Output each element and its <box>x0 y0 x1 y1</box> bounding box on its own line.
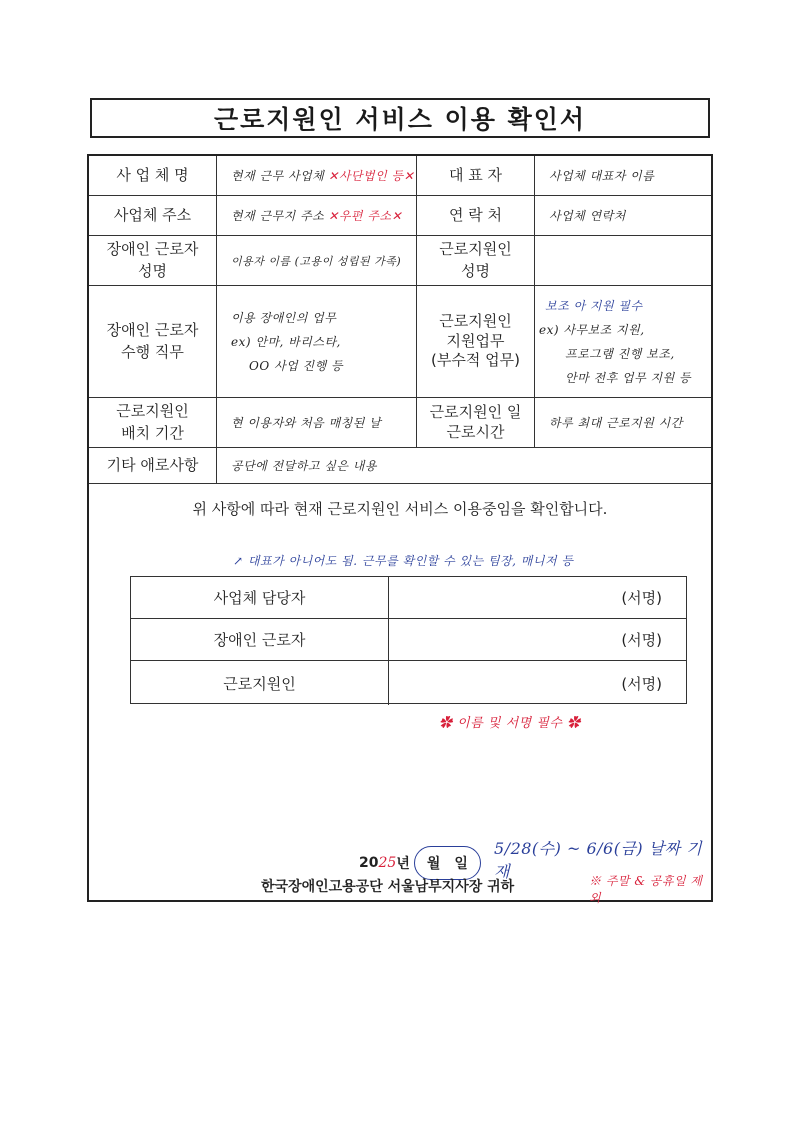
representative-text: 사업체 대표자 이름 <box>549 169 655 183</box>
label-placement <box>89 398 217 448</box>
label-other: 기타 애로사항 <box>89 448 217 484</box>
form-frame <box>87 154 713 905</box>
placement-label-2: 배치 기간 <box>121 423 184 442</box>
label-company-name: 사 업 체 명 <box>89 156 217 196</box>
support-work-label-1: 근로지원인 <box>439 312 512 331</box>
representative-note-text: 대표가 아니어도 됨. 근무를 확인할 수 있는 팀장, 매니저 등 <box>247 554 574 568</box>
support-work-line-2: 프로그램 진행 보조, <box>565 346 675 361</box>
value-assistant-name <box>535 236 711 286</box>
placement-label-1: 근로지원인 <box>116 401 189 420</box>
company-name-red-note: ✕사단법인 등✕ <box>328 169 415 183</box>
date-month-day-oval <box>414 846 481 880</box>
company-address-text: 현재 근무지 주소 <box>231 209 325 223</box>
label-work-hours <box>417 398 535 448</box>
support-work-label-3: (부수적 업무) <box>431 351 520 370</box>
work-hours-label-2: 근로시간 <box>446 422 505 441</box>
date-year-suffix: 년 <box>396 856 410 872</box>
support-work-blue-note: 보조 아 지원 필수 <box>545 298 643 313</box>
signature-label-assistant: 근로지원인 <box>131 661 389 705</box>
addressee: 한국장애인고용공단 서울남부지사장 귀하 <box>261 879 515 895</box>
label-worker-name <box>89 236 217 286</box>
value-company-name <box>217 156 417 196</box>
signature-table <box>130 576 687 704</box>
date-day: 일 <box>454 856 468 872</box>
label-contact: 연 락 처 <box>417 196 535 236</box>
value-worker-name <box>217 236 417 286</box>
representative-note <box>233 552 573 569</box>
value-contact <box>535 196 711 236</box>
company-address-red-note: ✕우편 주소✕ <box>328 209 403 223</box>
work-hours-text: 하루 최대 근로지원 시간 <box>549 416 683 430</box>
label-assistant-name <box>417 236 535 286</box>
contact-text: 사업체 연락처 <box>549 209 626 223</box>
label-company-address: 사업체 주소 <box>89 196 217 236</box>
work-hours-label-1: 근로지원인 일 <box>429 403 522 421</box>
signature-mark-worker: (서명) <box>621 631 662 649</box>
arrow-icon: ↗ <box>233 554 244 568</box>
weekend-holiday-note: ※ 주말 & 공휴일 제외 <box>589 874 703 905</box>
support-work-label-2: 지원업무 <box>446 331 505 350</box>
placement-text: 현 이용자와 처음 매칭된 날 <box>231 416 382 430</box>
value-duties <box>217 286 417 398</box>
date-range-note: 5/28(수) ~ 6/6(금) 날짜 기재 <box>494 839 703 881</box>
duties-label-1: 장애인 근로자 <box>106 320 199 339</box>
date-year-prefix: 20 <box>359 855 379 871</box>
value-other <box>217 448 711 484</box>
value-support-work <box>535 286 711 398</box>
assistant-name-label-2: 성명 <box>461 261 490 280</box>
value-placement <box>217 398 417 448</box>
label-representative: 대 표 자 <box>417 156 535 196</box>
signature-row-assistant <box>131 661 686 705</box>
date-line <box>359 846 485 880</box>
worker-name-text: 이용자 이름 (고용이 성립된 가족) <box>231 254 402 268</box>
worker-name-label-2: 성명 <box>138 261 167 280</box>
signature-row-worker <box>131 619 686 661</box>
worker-name-label-1: 장애인 근로자 <box>106 239 199 258</box>
signature-required-note: ✿ 이름 및 서명 필수 ✿ <box>439 716 581 731</box>
assistant-name-label-1: 근로지원인 <box>439 239 512 258</box>
document-title: 근로지원인 서비스 이용 확인서 <box>90 98 710 138</box>
value-representative <box>535 156 711 196</box>
support-work-line-1: ex) 사무보조 지원, <box>539 322 645 337</box>
signature-label-company: 사업체 담당자 <box>131 577 389 618</box>
company-name-text: 현재 근무 사업체 <box>231 169 325 183</box>
label-duties <box>89 286 217 398</box>
signature-mark-assistant: (서명) <box>621 674 662 693</box>
support-work-line-3: 안마 전후 업무 지원 등 <box>565 370 692 385</box>
signature-label-worker: 장애인 근로자 <box>131 619 389 660</box>
date-month: 월 <box>426 856 441 872</box>
value-work-hours <box>535 398 711 448</box>
date-year-hand: 25 <box>378 855 397 871</box>
duties-label-2: 수행 직무 <box>121 342 184 361</box>
other-text: 공단에 전달하고 싶은 내용 <box>231 459 377 473</box>
label-support-work <box>417 286 535 398</box>
confirm-statement: 위 사항에 따라 현재 근로지원인 서비스 이용중임을 확인합니다. <box>192 500 608 518</box>
duties-line-2: ex) 안마, 바리스타, <box>231 334 341 349</box>
value-company-address <box>217 196 417 236</box>
duties-line-1: 이용 장애인의 업무 <box>231 310 337 325</box>
signature-row-company <box>131 577 686 619</box>
signature-mark-company: (서명) <box>621 589 662 607</box>
duties-line-3: OO 사업 진행 등 <box>249 358 344 373</box>
